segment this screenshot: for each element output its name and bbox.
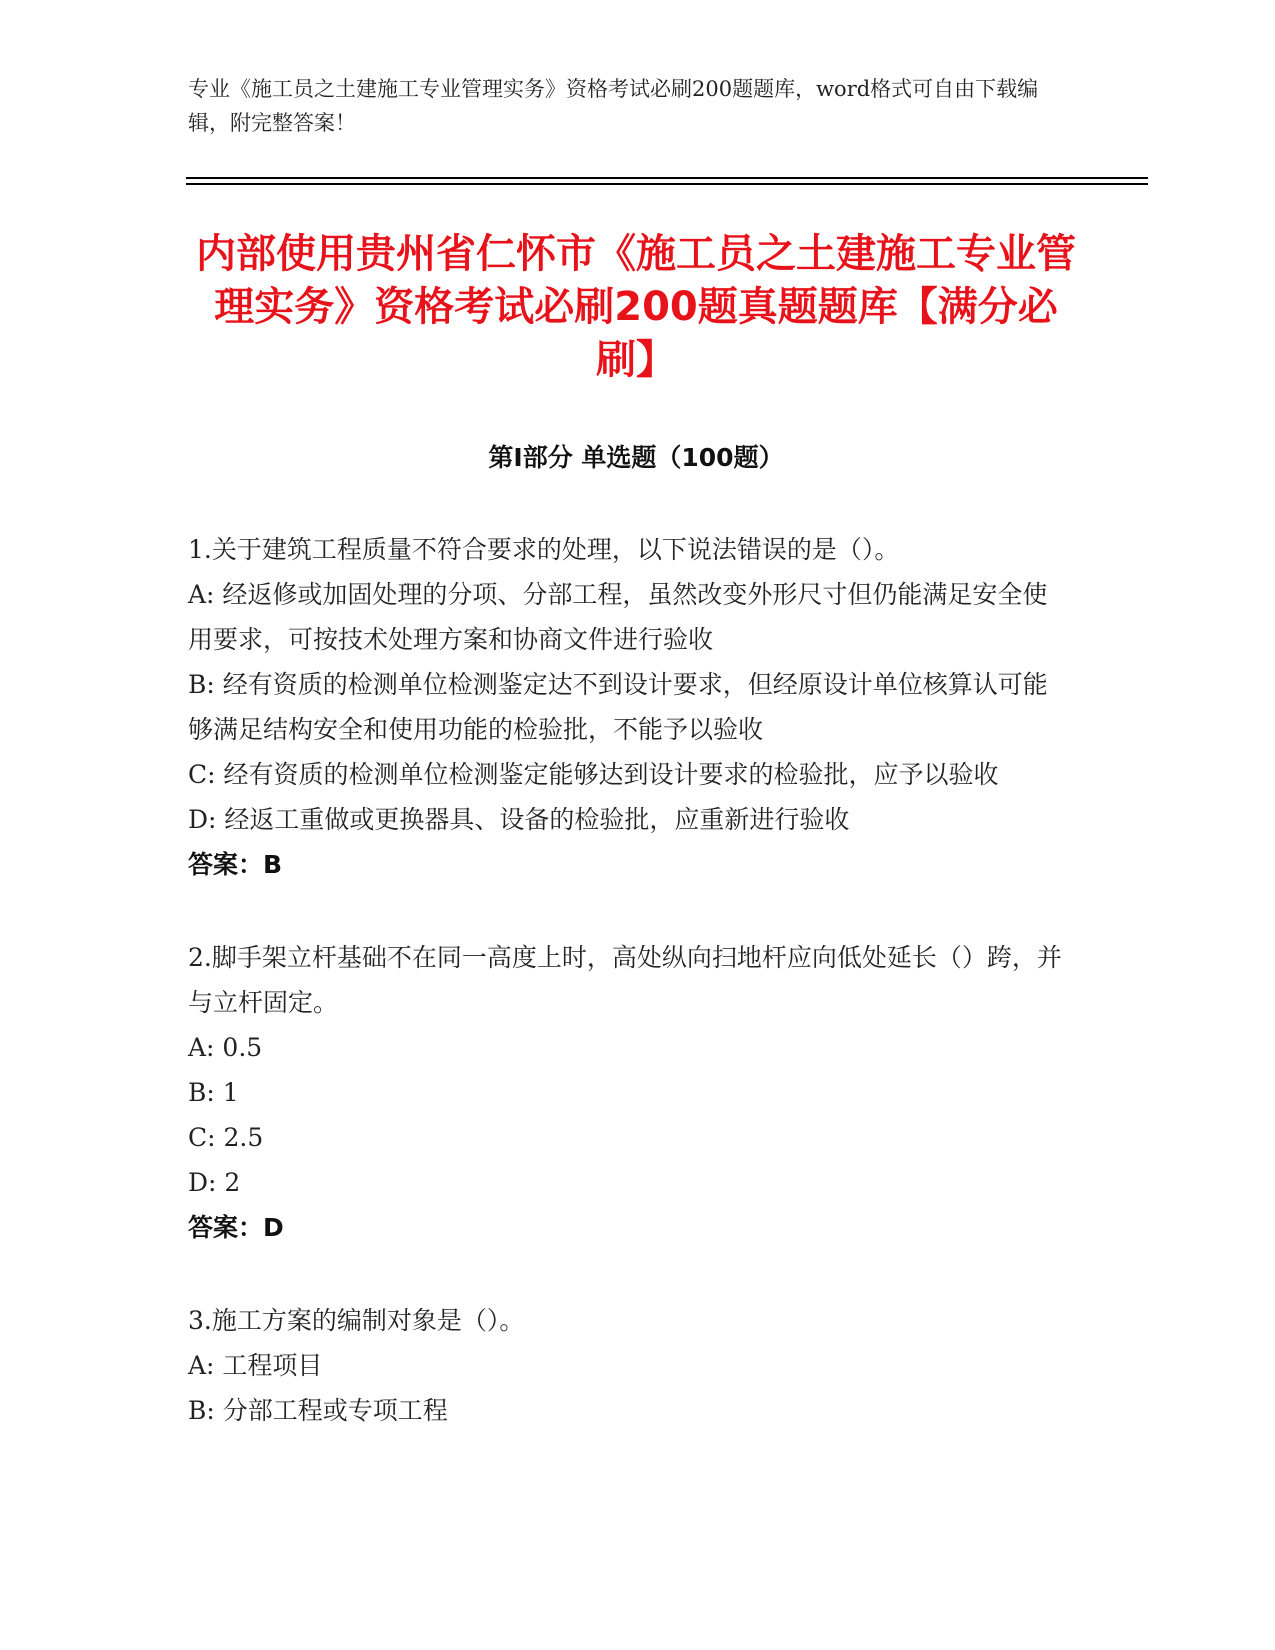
option-d: D: 经返工重做或更换器具、设备的检验批，应重新进行验收: [188, 805, 850, 834]
question-stem: 3.施工方案的编制对象是（）。: [188, 1306, 525, 1335]
option-a: A: 0.5: [188, 1033, 263, 1062]
question-stem: 1.关于建筑工程质量不符合要求的处理，以下说法错误的是（）。: [188, 535, 900, 564]
option-b: B: 经有资质的检测单位检测鉴定达不到设计要求，但经原设计单位核算认可能够满足结构安全和使用功能的检验批，不能予以验收: [188, 670, 1048, 744]
document-title: 内部使用贵州省仁怀市《施工员之土建施工专业管理实务》资格考试必刷200题真题题库【满分必刷】: [196, 231, 1076, 383]
question-3: [188, 1298, 1068, 1433]
header-divider-top: [186, 177, 1148, 179]
section-heading: 第Ⅰ部分 单选题（100题）: [488, 443, 784, 472]
header-note: 专业《施工员之土建施工专业管理实务》资格考试必刷200题题库，word格式可自由下载编辑，附完整答案！: [188, 77, 1039, 135]
question-stem: 2.脚手架立杆基础不在同一高度上时，高处纵向扫地杆应向低处延长（）跨，并与立杆固定。: [188, 943, 1062, 1017]
option-a: A: 工程项目: [188, 1351, 323, 1380]
question-list: [188, 527, 1068, 1481]
option-b: B: 分部工程或专项工程: [188, 1396, 448, 1425]
answer-line: 答案：D: [188, 1213, 284, 1242]
option-c: C: 2.5: [188, 1123, 264, 1152]
answer-line: 答案：B: [188, 850, 283, 879]
option-a: A: 经返修或加固处理的分项、分部工程，虽然改变外形尺寸但仍能满足安全使用要求，可按技术处理方案和协商文件进行验收: [188, 580, 1048, 654]
question-1: [188, 527, 1068, 887]
option-d: D: 2: [188, 1168, 241, 1197]
question-2: [188, 935, 1068, 1250]
option-c: C: 经有资质的检测单位检测鉴定能够达到设计要求的检验批，应予以验收: [188, 760, 999, 789]
option-b: B: 1: [188, 1078, 239, 1107]
header-divider-bottom: [186, 183, 1148, 185]
